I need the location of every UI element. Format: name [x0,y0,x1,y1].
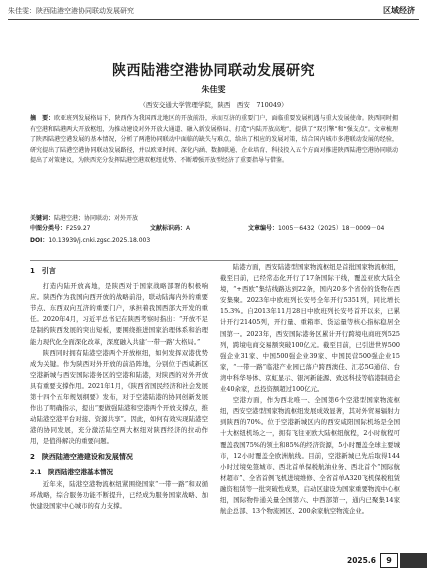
doc-label: 文献标识码： [150,225,187,232]
clc-label: 中图分类号： [30,225,67,232]
section-heading: 1 引言 [30,267,56,275]
section-label: 区域经济 [383,6,415,15]
page-header [0,0,427,22]
author-affiliation: （西安交通大学管理学院，陕西 西安 710049） [139,101,288,109]
paragraph: 陕西同时拥有陆港空港两个开放枢纽，如何发挥双港优势成为关键。作为陕西对外开放的前沿阵地，分别位于西咸新区空港新城与西安国际港务区的空港和陆港，对陕西的对外开放具有重要支撑作用。2021年1月，《陕西省国民经济和社会发展第十四个五年规划纲要》发布，对于空港陆港的协同创新发展作出了明确指示，提出“要做强陆港和空港两个开放支撑点，推动陆港空港平台对接、资源共享”。因此，如何有效实现陆港空港的协同发展，充分激活陆空两大枢纽对陕西经济的拉动作用，是值得解决的重要问题。 [30,348,208,446]
article-title: 陕西陆港空港协同联动发展研究 [112,63,315,79]
keywords-text: 陆港空港；协同联动；对外开放 [54,215,139,222]
section-heading: 2 陕西陆港空港建设和发展情况 [30,452,133,461]
body-column-right [220,262,400,517]
keywords-label: 关键词： [30,215,55,222]
issue-date: 2025.6 [347,556,376,565]
header-rule [8,19,419,20]
paragraph: 打造内陆开放高地，是陕西对于国家战略部署的积极响应。陕西作为我国向西开放的战略前沿，联动陆海内外的重要节点、东西双向互济的重要门户，承担着我国西部大开发的重任。2020年4月，习近平总书记在陕西考察时指出：“开放不足是制约陕西发展的突出短板，要围绕推进国家治理体系和治理能力现代化全面深化改革，深度融入共建‘一带一路’大格局。” [30,282,208,346]
meta-article [248,224,384,234]
doi-label: DOI： [30,237,49,244]
running-head: 朱佳雯：陕西陆港空港协同联动发展研究 [8,7,134,15]
subsection-heading: 2.1 陕西陆港空港基本情况 [30,467,114,476]
article-no-value: 1005－6432（2025）18－0009－04 [278,225,385,232]
abstract-text: 欧亚班列发展格局下，陕西作为我国西北地区的开放前沿，承而互济的重要门户，面临重要发展机遇与重大发展使命。陕西同时拥有空港和陆港两大开放枢纽，为推动建设对外开放大通道、融入新发展格局、打造“内陆开放高地”，提供了“双引擎”和“强支点”。文章梳理了陕西陆港空港发展的基本情况，分析了两港协同联动中面临的缺失与难点，给出了相应的发展对策，结合国内城市多港联动发展的经验，研究提出了陆港空港协同联动发展路径，并以欧亚时间、深化内涵、数据联通、企业培育、科技投入五个方面对推进陕西陆港空港协同联动提出了对策建议，为陕西充分发挥陆港空港双枢纽优势、不断增强开放型经济了重要指导与借鉴。 [30,115,398,164]
paragraph: 近年来，陆港空港物流枢纽紧围绕国家“一带一路”和双循环战略，综合服务功能不断提升，已经成为服务国家战略、加快建设国家中心城市的有力支撑。 [30,479,208,510]
footer-bar [400,553,427,568]
meta-doc [150,224,190,234]
abstract [30,114,398,167]
meta-clc [30,224,90,234]
doc-value: A [186,225,191,232]
keywords [30,214,398,224]
article-no-label: 文章编号： [248,225,279,232]
page-number: 9 [380,553,398,568]
doi-value: 10.13939/j.cnki.zgsc.2025.18.003 [48,237,151,244]
body-column-left [30,262,208,512]
meta-doi [30,236,150,246]
paragraph: 空港方面，作为西北唯一、全国第6个空港型国家物流枢纽，西安空港型国家物流枢纽发展成效显著，其对外贸易辐射力到陕西的70%。位于空港新城区内的西安咸阳国际机场是全国十大枢纽机场之一，拥有飞往亚欧大陆枢纽航程，2小时航程可覆盖我国75%的领土和85%的经济资源，5小时覆盖全球主要城市，12小时覆盖全欧洲航线。目前，空港新城已先后取得144小时过境免签城市、西北首单保税航油业务、西北首个“国际航材超市”、全省首例飞机进境维修、全省首单A320飞机保税租赁融资租赁等一批突破性成果，启动区建设为国家重要物流中心枢纽，国际物件通关量全国第六、中西部第一，通内已聚集14家航企总部、13个物流园区、200余家航空物流企业。 [220,396,400,516]
author-name: 朱佳雯 [201,84,226,94]
paragraph: 陆港方面，西安陆港型国家物流枢纽是首批国家物流枢纽，截至目前，已经常态化开行了17条国际干线，覆盖亚欧大陆全境，“+西欧”集结线路达到22条，国内20多个省份的货物在西安集聚。2023年中欧班列长安号全年开行5351列，同比增长15.3%。自2013年11月28日中欧班列长安号首开以来，已累计开行21405列，开行量、重箱率、货运量等核心指标稳居全国第一。2023年，西安国际港务区累计开行跨境电商班列525列，跨境电商交易额突破100亿元。截至目前，已引进世界500强企业31家、中国500强企业39家、中国民营500强企业15家，“一带一路”临港产业园已落户跨西澳佳、汇芯5G通信、台湾中科华导体、京虹显示、银河新能源、致远科技等临港制造企业40余家，总投资额超过100亿元。 [220,263,400,394]
abstract-label: 摘 要： [30,115,55,122]
section-separator [30,260,398,261]
clc-value: F259.27 [66,225,91,232]
